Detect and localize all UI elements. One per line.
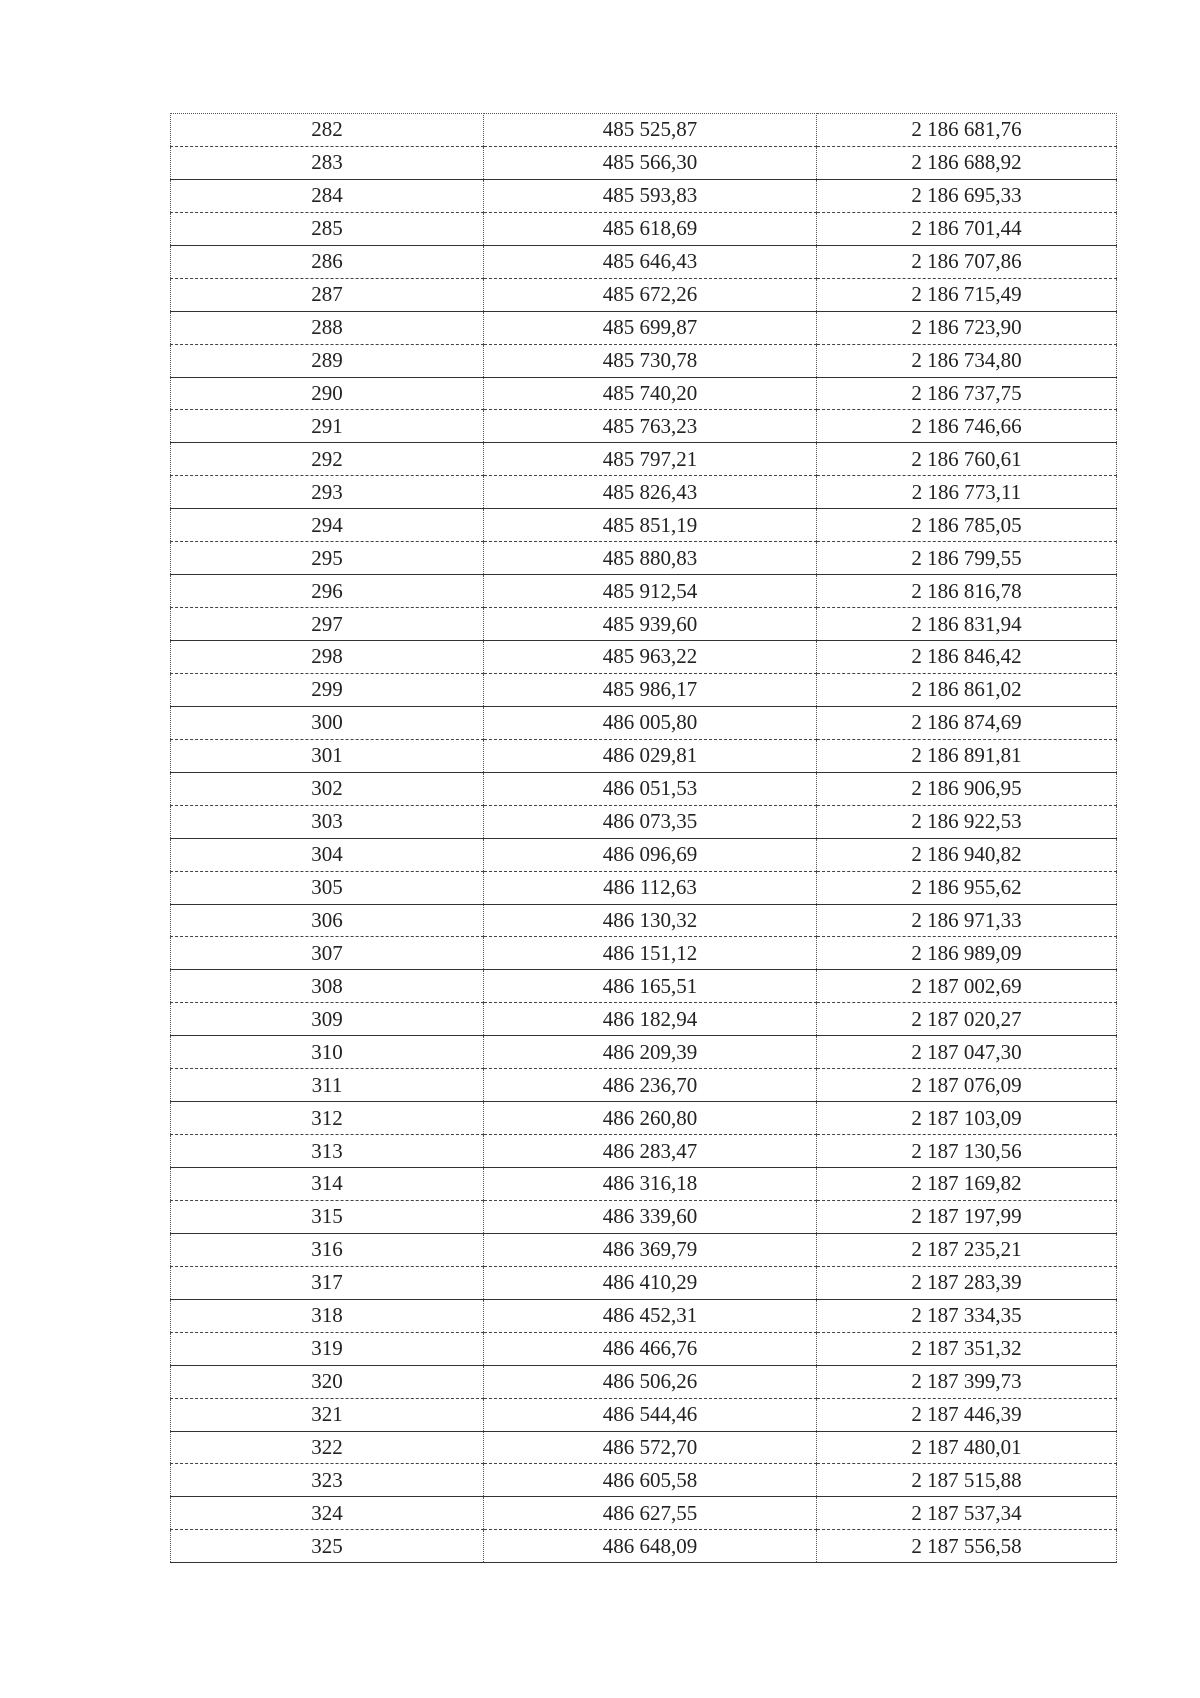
- y-coordinate-cell: 2 187 399,73: [817, 1365, 1117, 1398]
- table-row: [171, 443, 1117, 476]
- point-number-cell: 321: [171, 1398, 484, 1431]
- table-row: [171, 1431, 1117, 1464]
- point-number-cell: 315: [171, 1200, 484, 1233]
- y-coordinate-cell: 2 187 020,27: [817, 1003, 1117, 1036]
- x-coordinate-cell: 486 209,39: [484, 1036, 817, 1069]
- point-number-cell: 324: [171, 1497, 484, 1530]
- table-row: [171, 1332, 1117, 1365]
- table-row: [171, 1266, 1117, 1299]
- y-coordinate-cell: 2 187 076,09: [817, 1069, 1117, 1102]
- x-coordinate-cell: 485 986,17: [484, 673, 817, 706]
- table-row: [171, 344, 1117, 377]
- y-coordinate-cell: 2 186 701,44: [817, 212, 1117, 245]
- y-coordinate-cell: 2 186 846,42: [817, 641, 1117, 674]
- y-coordinate-cell: 2 186 971,33: [817, 904, 1117, 937]
- table-row: [171, 410, 1117, 443]
- point-number-cell: 314: [171, 1168, 484, 1201]
- y-coordinate-cell: 2 187 334,35: [817, 1299, 1117, 1332]
- table-row: [171, 1365, 1117, 1398]
- table-row: [171, 871, 1117, 904]
- point-number-cell: 316: [171, 1233, 484, 1266]
- table-row: [171, 1200, 1117, 1233]
- point-number-cell: 322: [171, 1431, 484, 1464]
- x-coordinate-cell: 485 566,30: [484, 146, 817, 179]
- point-number-cell: 297: [171, 608, 484, 641]
- x-coordinate-cell: 486 369,79: [484, 1233, 817, 1266]
- x-coordinate-cell: 485 851,19: [484, 509, 817, 542]
- y-coordinate-cell: 2 187 197,99: [817, 1200, 1117, 1233]
- point-number-cell: 287: [171, 278, 484, 311]
- x-coordinate-cell: 486 544,46: [484, 1398, 817, 1431]
- table-row: [171, 1168, 1117, 1201]
- y-coordinate-cell: 2 187 002,69: [817, 970, 1117, 1003]
- y-coordinate-cell: 2 186 707,86: [817, 245, 1117, 278]
- table-row: [171, 212, 1117, 245]
- y-coordinate-cell: 2 186 831,94: [817, 608, 1117, 641]
- x-coordinate-cell: 485 593,83: [484, 179, 817, 212]
- table-row: [171, 937, 1117, 970]
- y-coordinate-cell: 2 186 681,76: [817, 114, 1117, 147]
- x-coordinate-cell: 486 452,31: [484, 1299, 817, 1332]
- x-coordinate-cell: 486 260,80: [484, 1102, 817, 1135]
- x-coordinate-cell: 485 646,43: [484, 245, 817, 278]
- table-row: [171, 1036, 1117, 1069]
- point-number-cell: 306: [171, 904, 484, 937]
- point-number-cell: 301: [171, 739, 484, 772]
- x-coordinate-cell: 486 466,76: [484, 1332, 817, 1365]
- point-number-cell: 296: [171, 575, 484, 608]
- y-coordinate-cell: 2 187 103,09: [817, 1102, 1117, 1135]
- y-coordinate-cell: 2 186 906,95: [817, 772, 1117, 805]
- y-coordinate-cell: 2 186 816,78: [817, 575, 1117, 608]
- y-coordinate-cell: 2 186 989,09: [817, 937, 1117, 970]
- y-coordinate-cell: 2 187 351,32: [817, 1332, 1117, 1365]
- y-coordinate-cell: 2 186 695,33: [817, 179, 1117, 212]
- table-row: [171, 641, 1117, 674]
- table-row: [171, 608, 1117, 641]
- y-coordinate-cell: 2 186 760,61: [817, 443, 1117, 476]
- point-number-cell: 291: [171, 410, 484, 443]
- point-number-cell: 304: [171, 838, 484, 871]
- point-number-cell: 309: [171, 1003, 484, 1036]
- point-number-cell: 307: [171, 937, 484, 970]
- point-number-cell: 300: [171, 706, 484, 739]
- x-coordinate-cell: 486 073,35: [484, 805, 817, 838]
- x-coordinate-cell: 485 880,83: [484, 542, 817, 575]
- y-coordinate-cell: 2 186 922,53: [817, 805, 1117, 838]
- point-number-cell: 325: [171, 1530, 484, 1563]
- x-coordinate-cell: 485 826,43: [484, 476, 817, 509]
- point-number-cell: 288: [171, 311, 484, 344]
- point-number-cell: 320: [171, 1365, 484, 1398]
- table-row: [171, 1464, 1117, 1497]
- x-coordinate-cell: 486 506,26: [484, 1365, 817, 1398]
- point-number-cell: 298: [171, 641, 484, 674]
- point-number-cell: 282: [171, 114, 484, 147]
- point-number-cell: 293: [171, 476, 484, 509]
- x-coordinate-cell: 486 236,70: [484, 1069, 817, 1102]
- y-coordinate-cell: 2 187 556,58: [817, 1530, 1117, 1563]
- y-coordinate-cell: 2 187 480,01: [817, 1431, 1117, 1464]
- point-number-cell: 290: [171, 377, 484, 410]
- x-coordinate-cell: 486 029,81: [484, 739, 817, 772]
- x-coordinate-cell: 486 130,32: [484, 904, 817, 937]
- y-coordinate-cell: 2 186 891,81: [817, 739, 1117, 772]
- x-coordinate-cell: 485 912,54: [484, 575, 817, 608]
- table-row: [171, 1398, 1117, 1431]
- table-row: [171, 739, 1117, 772]
- table-row: [171, 673, 1117, 706]
- point-number-cell: 283: [171, 146, 484, 179]
- table-row: [171, 311, 1117, 344]
- table-row: [171, 1497, 1117, 1530]
- coordinates-table: [170, 113, 1117, 1563]
- table-row: [171, 904, 1117, 937]
- point-number-cell: 284: [171, 179, 484, 212]
- table-row: [171, 706, 1117, 739]
- x-coordinate-cell: 486 283,47: [484, 1135, 817, 1168]
- y-coordinate-cell: 2 187 515,88: [817, 1464, 1117, 1497]
- x-coordinate-cell: 486 112,63: [484, 871, 817, 904]
- x-coordinate-cell: 486 316,18: [484, 1168, 817, 1201]
- x-coordinate-cell: 485 730,78: [484, 344, 817, 377]
- x-coordinate-cell: 485 963,22: [484, 641, 817, 674]
- table-row: [171, 476, 1117, 509]
- table-row: [171, 377, 1117, 410]
- x-coordinate-cell: 486 096,69: [484, 838, 817, 871]
- x-coordinate-cell: 485 740,20: [484, 377, 817, 410]
- y-coordinate-cell: 2 186 874,69: [817, 706, 1117, 739]
- x-coordinate-cell: 485 763,23: [484, 410, 817, 443]
- point-number-cell: 323: [171, 1464, 484, 1497]
- table-row: [171, 575, 1117, 608]
- x-coordinate-cell: 486 572,70: [484, 1431, 817, 1464]
- x-coordinate-cell: 485 797,21: [484, 443, 817, 476]
- x-coordinate-cell: 486 410,29: [484, 1266, 817, 1299]
- y-coordinate-cell: 2 187 169,82: [817, 1168, 1117, 1201]
- table-row: [171, 1102, 1117, 1135]
- x-coordinate-cell: 485 699,87: [484, 311, 817, 344]
- y-coordinate-cell: 2 187 235,21: [817, 1233, 1117, 1266]
- table-row: [171, 146, 1117, 179]
- point-number-cell: 295: [171, 542, 484, 575]
- y-coordinate-cell: 2 187 446,39: [817, 1398, 1117, 1431]
- x-coordinate-cell: 486 182,94: [484, 1003, 817, 1036]
- table-row: [171, 838, 1117, 871]
- y-coordinate-cell: 2 186 715,49: [817, 278, 1117, 311]
- table-row: [171, 1299, 1117, 1332]
- y-coordinate-cell: 2 186 940,82: [817, 838, 1117, 871]
- y-coordinate-cell: 2 186 799,55: [817, 542, 1117, 575]
- x-coordinate-cell: 485 618,69: [484, 212, 817, 245]
- x-coordinate-cell: 486 165,51: [484, 970, 817, 1003]
- y-coordinate-cell: 2 186 861,02: [817, 673, 1117, 706]
- table-row: [171, 509, 1117, 542]
- point-number-cell: 311: [171, 1069, 484, 1102]
- point-number-cell: 305: [171, 871, 484, 904]
- table-row: [171, 1069, 1117, 1102]
- y-coordinate-cell: 2 187 283,39: [817, 1266, 1117, 1299]
- point-number-cell: 308: [171, 970, 484, 1003]
- x-coordinate-cell: 486 339,60: [484, 1200, 817, 1233]
- coordinates-table-body: [171, 114, 1117, 1563]
- point-number-cell: 292: [171, 443, 484, 476]
- x-coordinate-cell: 486 627,55: [484, 1497, 817, 1530]
- x-coordinate-cell: 486 005,80: [484, 706, 817, 739]
- x-coordinate-cell: 486 605,58: [484, 1464, 817, 1497]
- point-number-cell: 317: [171, 1266, 484, 1299]
- y-coordinate-cell: 2 186 734,80: [817, 344, 1117, 377]
- table-row: [171, 542, 1117, 575]
- y-coordinate-cell: 2 187 537,34: [817, 1497, 1117, 1530]
- table-row: [171, 772, 1117, 805]
- point-number-cell: 318: [171, 1299, 484, 1332]
- table-row: [171, 179, 1117, 212]
- table-row: [171, 278, 1117, 311]
- point-number-cell: 294: [171, 509, 484, 542]
- y-coordinate-cell: 2 186 785,05: [817, 509, 1117, 542]
- point-number-cell: 286: [171, 245, 484, 278]
- y-coordinate-cell: 2 186 955,62: [817, 871, 1117, 904]
- point-number-cell: 303: [171, 805, 484, 838]
- point-number-cell: 289: [171, 344, 484, 377]
- x-coordinate-cell: 485 525,87: [484, 114, 817, 147]
- x-coordinate-cell: 485 939,60: [484, 608, 817, 641]
- point-number-cell: 319: [171, 1332, 484, 1365]
- x-coordinate-cell: 486 051,53: [484, 772, 817, 805]
- x-coordinate-cell: 486 648,09: [484, 1530, 817, 1563]
- table-row: [171, 1135, 1117, 1168]
- table-row: [171, 970, 1117, 1003]
- point-number-cell: 312: [171, 1102, 484, 1135]
- point-number-cell: 302: [171, 772, 484, 805]
- y-coordinate-cell: 2 186 688,92: [817, 146, 1117, 179]
- y-coordinate-cell: 2 186 723,90: [817, 311, 1117, 344]
- y-coordinate-cell: 2 187 130,56: [817, 1135, 1117, 1168]
- table-row: [171, 1233, 1117, 1266]
- x-coordinate-cell: 485 672,26: [484, 278, 817, 311]
- table-row: [171, 1003, 1117, 1036]
- y-coordinate-cell: 2 186 773,11: [817, 476, 1117, 509]
- table-row: [171, 114, 1117, 147]
- y-coordinate-cell: 2 186 746,66: [817, 410, 1117, 443]
- table-row: [171, 245, 1117, 278]
- y-coordinate-cell: 2 187 047,30: [817, 1036, 1117, 1069]
- point-number-cell: 299: [171, 673, 484, 706]
- y-coordinate-cell: 2 186 737,75: [817, 377, 1117, 410]
- x-coordinate-cell: 486 151,12: [484, 937, 817, 970]
- point-number-cell: 313: [171, 1135, 484, 1168]
- table-row: [171, 805, 1117, 838]
- point-number-cell: 285: [171, 212, 484, 245]
- table-row: [171, 1530, 1117, 1563]
- point-number-cell: 310: [171, 1036, 484, 1069]
